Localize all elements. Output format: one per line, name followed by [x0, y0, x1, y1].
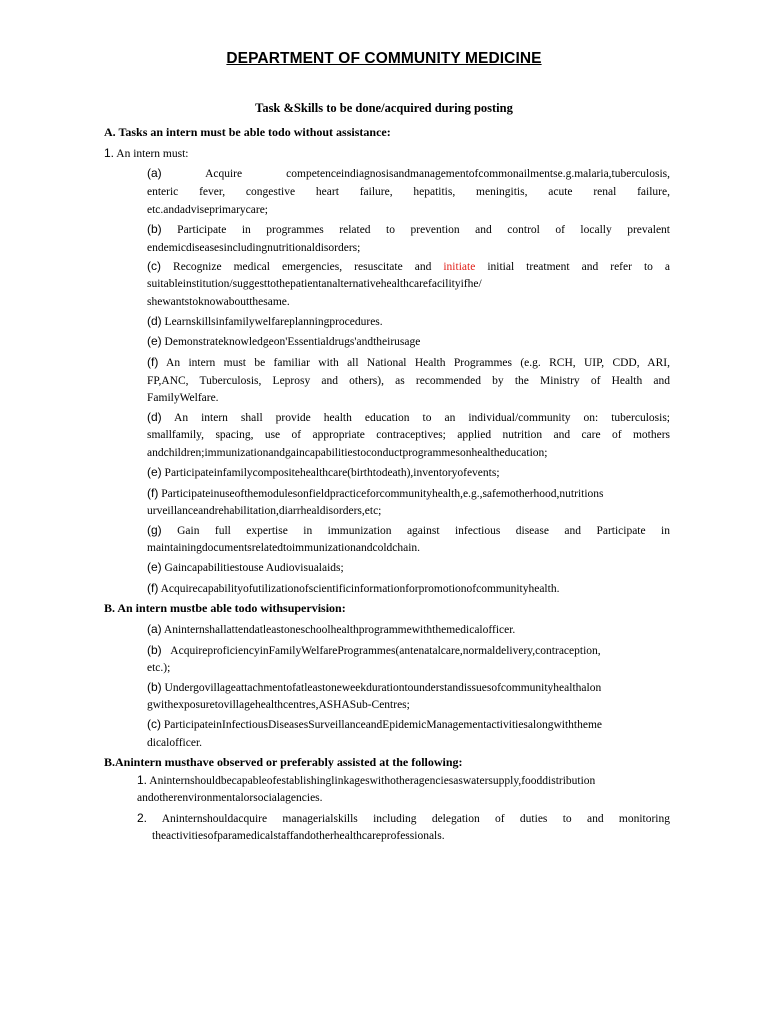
- d2-label: (d): [147, 410, 162, 424]
- e1-text1: Demonstrateknowledgeon'Essentialdrugs'andtheirusage: [164, 336, 421, 348]
- f2-line1: [147, 486, 604, 502]
- f1-label: (f): [147, 355, 159, 369]
- f1-text1: An intern must be familiar with all National Health Programmes (e.g. RCH, UIP, CDD, ARI,: [166, 357, 670, 369]
- e3-line1: [147, 560, 344, 576]
- d2-line3: andchildren;immunizationandgaincapabilitiestoconductprogrammesonhealtheducation;: [147, 447, 548, 459]
- g1-line2: maintainingdocumentsrelatedtoimmunizationandcoldchain.: [147, 542, 421, 554]
- f2-line2: urveillanceandrehabilitation,diarrhealdisorders,etc;: [147, 505, 382, 517]
- f3-text1: Acquirecapabilityofutilizationofscientificinformationforpromotionofcommunityhealth.: [160, 583, 560, 595]
- page-subtitle: Task &Skills to be done/acquired during posting: [255, 101, 513, 115]
- sc-2-text1: Aninternshouldacquire managerialskills including delegation of duties to and monitoring: [161, 813, 670, 825]
- f2-label: (f): [147, 486, 159, 500]
- c1-label: (c): [147, 259, 161, 273]
- sc-1-line2: andotherenvironmentalorsocialagencies.: [137, 792, 323, 804]
- section-b-heading: B. An intern mustbe able todo withsupervision:: [104, 601, 346, 615]
- item-1-number: 1.: [104, 146, 115, 160]
- sb-c-label: (c): [147, 717, 161, 731]
- a1-line1: [147, 166, 670, 182]
- g1-text1: Gain full expertise in immunization against infectious disease and Participate in: [177, 525, 670, 537]
- e3-label: (e): [147, 560, 162, 574]
- sb-a-text1: Aninternshallattendatleastoneschoolhealthprogrammewiththemedicalofficer.: [163, 624, 516, 636]
- sb-a-line1: [147, 622, 515, 638]
- item-1: [104, 146, 188, 162]
- sb-b1-line1: [147, 643, 601, 659]
- section-a-heading: A. Tasks an intern must be able todo without assistance:: [104, 125, 391, 139]
- sb-b2-text1: Undergovillageattachmentofatleastoneweekdurationtounderstandissuesofcommunityhealthalon: [164, 682, 602, 694]
- f1-line3: FamilyWelfare.: [147, 392, 219, 404]
- sc-1-label: 1.: [137, 773, 148, 787]
- f2-text1: Participateinuseofthemodulesonfieldpracticeforcommunityhealth,e.g.,safemotherhood,nutritions: [161, 488, 604, 500]
- sb-b2-label: (b): [147, 680, 162, 694]
- e1-label: (e): [147, 334, 162, 348]
- e2-text1: Participateinfamilycompositehealthcare(birthtodeath),inventoryofevents;: [164, 467, 500, 479]
- page-title: DEPARTMENT OF COMMUNITY MEDICINE: [226, 50, 542, 67]
- a1-label: (a): [147, 166, 162, 180]
- g1-line1: [147, 523, 670, 539]
- e1-line1: [147, 334, 420, 350]
- sc-1-line1: [137, 773, 595, 789]
- e2-label: (e): [147, 465, 162, 479]
- sc-2-line1: [137, 811, 670, 827]
- c1-line1: [147, 259, 670, 275]
- a1-line3: etc.andadviseprimarycare;: [147, 204, 269, 216]
- sb-b2-line2: gwithexposuretovillagehealthcentres,ASHASub-Centres;: [147, 699, 410, 711]
- f3-line1: [147, 581, 559, 597]
- sb-c-text1: ParticipateinInfectiousDiseasesSurveillanceandEpidemicManagementactivitiesalongwiththeme: [163, 719, 603, 731]
- a1-text1: Acquire competenceindiagnosisandmanagementofcommonailmentse.g.malaria,tuberculosis,: [205, 168, 670, 180]
- sb-b1-text1: AcquireproficiencyinFamilyWelfareProgrammes(antenatalcare,normaldelivery,contraception,: [170, 645, 601, 657]
- e3-text1: Gaincapabilitiestouse Audiovisualaids;: [164, 562, 344, 574]
- d1-line1: [147, 314, 383, 330]
- sb-b1-label: (b): [147, 643, 162, 657]
- item-1-text: An intern must:: [116, 148, 189, 160]
- b1-line2: endemicdiseasesincludingnutritionaldisorders;: [147, 242, 361, 254]
- sb-a-label: (a): [147, 622, 162, 636]
- c1-text1a: Recognize medical emergencies, resuscitate and: [173, 261, 432, 273]
- sc-2-label: 2.: [137, 811, 148, 825]
- c1-highlight: initiate: [443, 261, 476, 273]
- c1-text1b: initial treatment and refer to a: [487, 261, 671, 273]
- sc-1-text1: Aninternshouldbecapableofestablishinglinkageswithotheragenciesaswatersupply,fooddistribution: [149, 775, 596, 787]
- sb-c-line2: dicalofficer.: [147, 737, 203, 749]
- sb-b2-line1: [147, 680, 601, 696]
- d2-line1: [147, 410, 670, 426]
- b1-label: (b): [147, 222, 162, 236]
- b1-line1: [147, 222, 670, 238]
- d1-label: (d): [147, 314, 162, 328]
- sb-c-line1: [147, 717, 602, 733]
- f1-line1: [147, 355, 670, 371]
- sc-2-line2: theactivitiesofparamedicalstaffandotherhealthcareprofessionals.: [152, 830, 445, 842]
- f3-label: (f): [147, 581, 159, 595]
- section-c-heading: B.Anintern musthave observed or preferably assisted at the following:: [104, 755, 463, 769]
- a1-line2: enteric fever, congestive heart failure, hepatitis, meningitis, acute renal failure,: [147, 186, 670, 198]
- d2-line2: smallfamily, spacing, use of appropriate contraceptives; applied nutrition and care of mothers: [147, 429, 670, 441]
- c1-line3: shewantstoknowaboutthesame.: [147, 296, 290, 308]
- d2-text1: An intern shall provide health education to an individual/community on: tuberculosis;: [174, 412, 670, 424]
- sb-b1-line2: etc.);: [147, 662, 171, 674]
- d1-text1: Learnskillsinfamilywelfareplanningprocedures.: [164, 316, 383, 328]
- g1-label: (g): [147, 523, 162, 537]
- e2-line1: [147, 465, 500, 481]
- f1-line2: FP,ANC, Tuberculosis, Leprosy and others), as recommended by the Ministry of Health and: [147, 375, 670, 387]
- c1-line2: suitableinstitution/suggesttothepatientanalternativehealthcarefacilityifhe/: [147, 278, 482, 290]
- b1-text1: Participate in programmes related to prevention and control of locally prevalent: [177, 224, 670, 236]
